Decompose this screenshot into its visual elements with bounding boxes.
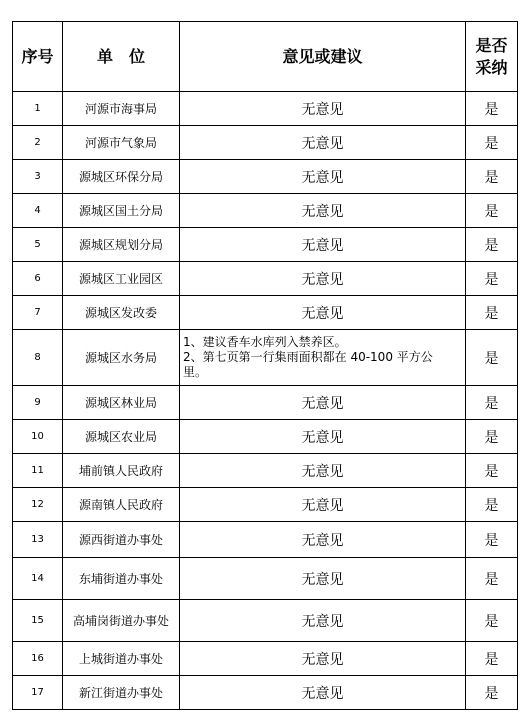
- row-opinion: 无意见: [180, 194, 466, 228]
- row-no: 17: [13, 676, 63, 710]
- table-row: [13, 600, 518, 642]
- row-no: 4: [13, 194, 63, 228]
- row-opinion: 无意见: [180, 386, 466, 420]
- header-opinion: 意见或建议: [180, 22, 466, 92]
- row-no: 2: [13, 126, 63, 160]
- row-no: 5: [13, 228, 63, 262]
- table-row: [13, 160, 518, 194]
- table-row: [13, 194, 518, 228]
- row-opinion-line: 2、第七页第一行集雨面积都在 40-100 平方公: [183, 350, 433, 364]
- row-adopted: 是: [466, 522, 518, 558]
- table-row: [13, 262, 518, 296]
- row-no: 9: [13, 386, 63, 420]
- row-opinion: 无意见: [180, 126, 466, 160]
- row-adopted: 是: [466, 488, 518, 522]
- table-row: [13, 454, 518, 488]
- row-unit: 源城区工业园区: [63, 262, 180, 296]
- row-unit: 源城区林业局: [63, 386, 180, 420]
- row-unit: 河源市海事局: [63, 92, 180, 126]
- row-unit: 源西街道办事处: [63, 522, 180, 558]
- row-adopted: 是: [466, 642, 518, 676]
- row-opinion: 无意见: [180, 160, 466, 194]
- row-no: 6: [13, 262, 63, 296]
- row-unit: 源城区农业局: [63, 420, 180, 454]
- row-adopted: 是: [466, 92, 518, 126]
- row-adopted: 是: [466, 676, 518, 710]
- row-unit: 源南镇人民政府: [63, 488, 180, 522]
- row-no: 10: [13, 420, 63, 454]
- row-unit: 高埔岗街道办事处: [63, 600, 180, 642]
- opinions-table: [12, 21, 518, 710]
- header-adopted-line2: 采纳: [475, 57, 508, 77]
- row-unit: 上城街道办事处: [63, 642, 180, 676]
- row-opinion: 无意见: [180, 522, 466, 558]
- table-row: [13, 92, 518, 126]
- row-opinion: 无意见: [180, 558, 466, 600]
- header-adopted-line1: 是否: [475, 35, 508, 55]
- row-opinion: 无意见: [180, 488, 466, 522]
- row-adopted: 是: [466, 228, 518, 262]
- row-no: 16: [13, 642, 63, 676]
- row-adopted: 是: [466, 330, 518, 386]
- row-opinion: 无意见: [180, 420, 466, 454]
- row-no: 11: [13, 454, 63, 488]
- row-opinion: 无意见: [180, 676, 466, 710]
- row-no: 13: [13, 522, 63, 558]
- row-unit: 源城区规划分局: [63, 228, 180, 262]
- header-no: 序号: [13, 22, 63, 92]
- row-adopted: 是: [466, 420, 518, 454]
- table-row: [13, 228, 518, 262]
- row-opinion-line: 里。: [183, 365, 208, 379]
- row-unit: 源城区国土分局: [63, 194, 180, 228]
- row-no: 7: [13, 296, 63, 330]
- table-row: [13, 296, 518, 330]
- row-adopted: 是: [466, 296, 518, 330]
- table-row: [13, 420, 518, 454]
- row-opinion-line: 1、建议香车水库列入禁养区。: [183, 335, 347, 349]
- row-unit: 源城区水务局: [63, 330, 180, 386]
- table-row: [13, 558, 518, 600]
- table-row: [13, 126, 518, 160]
- row-opinion: 无意见: [180, 600, 466, 642]
- row-unit: 埔前镇人民政府: [63, 454, 180, 488]
- row-adopted: 是: [466, 386, 518, 420]
- row-adopted: 是: [466, 600, 518, 642]
- row-no: 15: [13, 600, 63, 642]
- row-adopted: 是: [466, 160, 518, 194]
- row-adopted: 是: [466, 454, 518, 488]
- row-no: 3: [13, 160, 63, 194]
- row-opinion: 无意见: [180, 92, 466, 126]
- row-opinion: 无意见: [180, 296, 466, 330]
- row-unit: 河源市气象局: [63, 126, 180, 160]
- row-opinion: [180, 330, 466, 386]
- row-adopted: 是: [466, 262, 518, 296]
- row-adopted: 是: [466, 558, 518, 600]
- row-no: 14: [13, 558, 63, 600]
- row-unit: 源城区环保分局: [63, 160, 180, 194]
- header-unit: 单 位: [63, 22, 180, 92]
- table-row: [13, 330, 518, 386]
- header-row: [13, 22, 518, 92]
- header-adopted: [466, 22, 518, 92]
- row-unit: 源城区发改委: [63, 296, 180, 330]
- row-adopted: 是: [466, 126, 518, 160]
- row-no: 1: [13, 92, 63, 126]
- row-adopted: 是: [466, 194, 518, 228]
- table-row: [13, 676, 518, 710]
- table-row: [13, 642, 518, 676]
- row-unit: 新江街道办事处: [63, 676, 180, 710]
- row-no: 12: [13, 488, 63, 522]
- row-no: 8: [13, 330, 63, 386]
- row-opinion: 无意见: [180, 642, 466, 676]
- row-opinion: 无意见: [180, 262, 466, 296]
- table-row: [13, 488, 518, 522]
- table-row: [13, 386, 518, 420]
- table-row: [13, 522, 518, 558]
- row-unit: 东埔街道办事处: [63, 558, 180, 600]
- row-opinion: 无意见: [180, 454, 466, 488]
- row-opinion: 无意见: [180, 228, 466, 262]
